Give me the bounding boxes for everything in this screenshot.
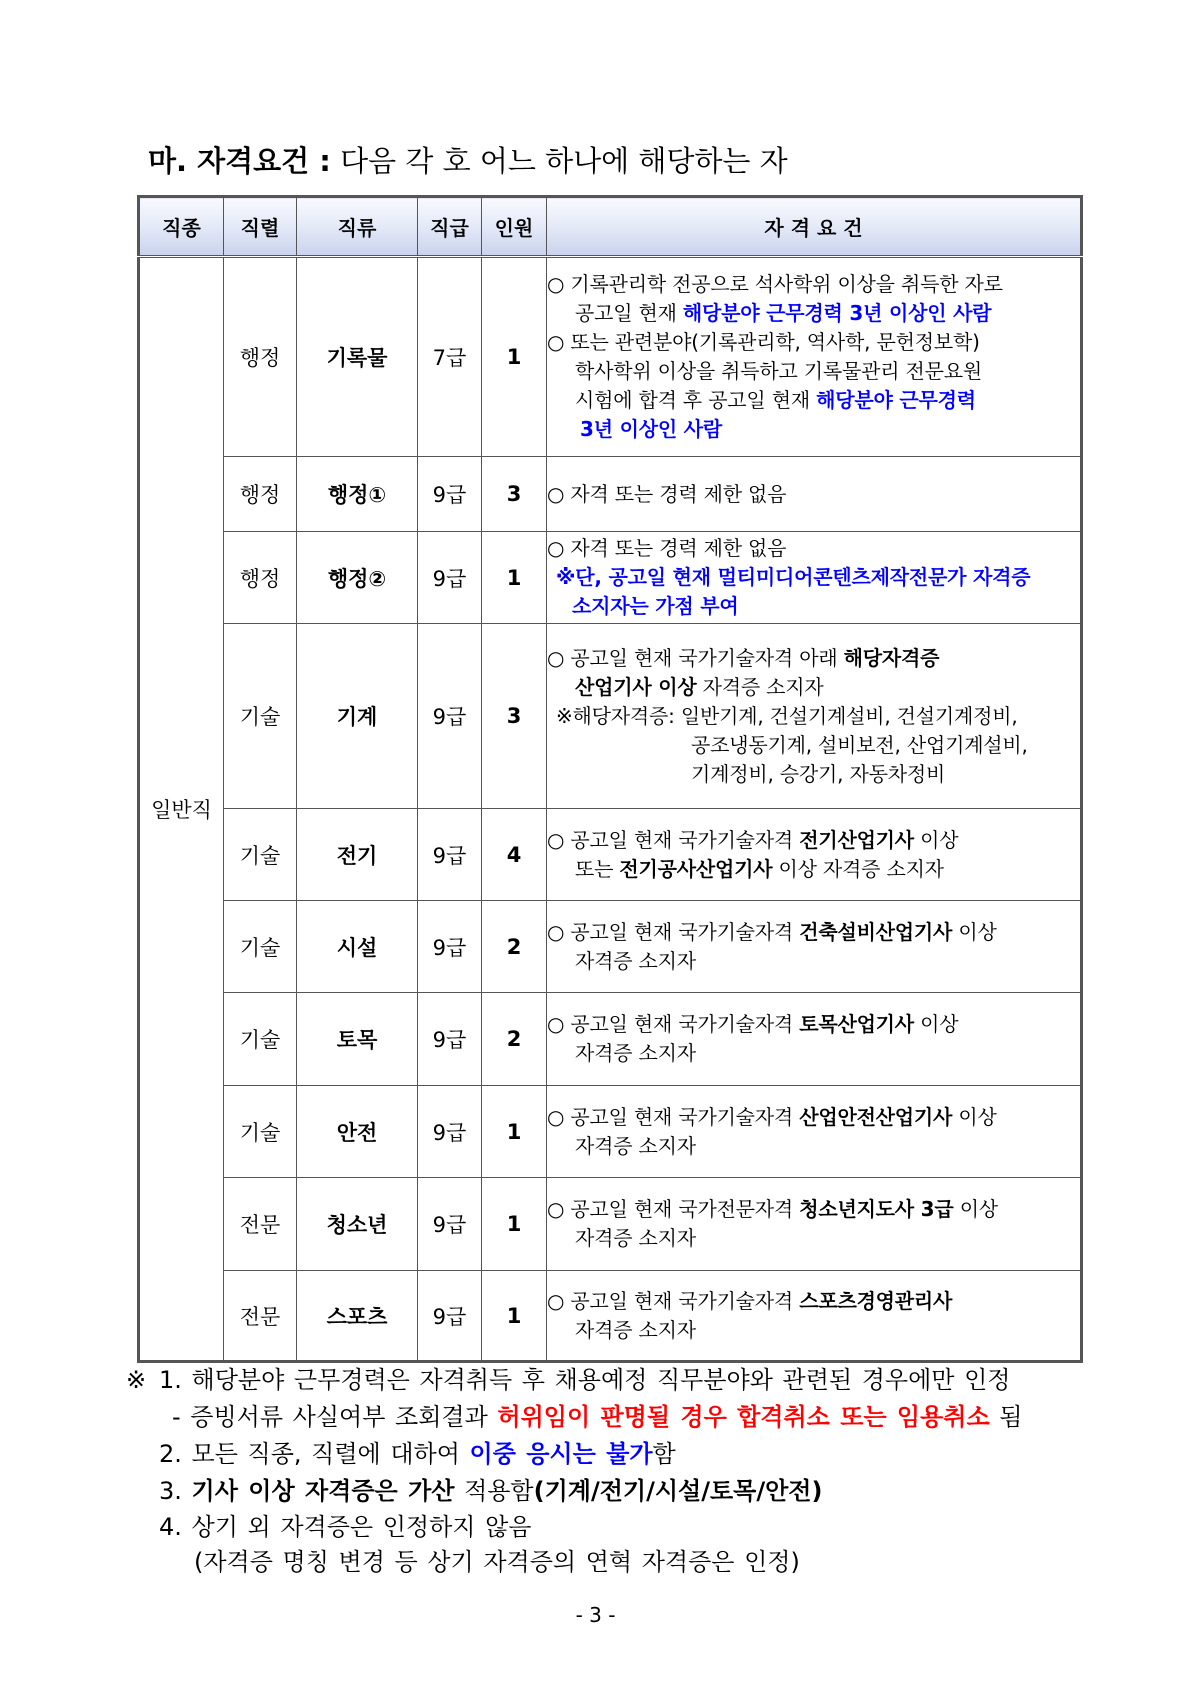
job-class-cell: 토목 [297, 993, 418, 1086]
table-row [139, 532, 1082, 624]
requirement-text: 공조냉동기계, 설비보전, 산업기계설비, [691, 732, 1028, 757]
requirement-line [547, 702, 1080, 731]
note-text: 됨 [989, 1403, 1023, 1431]
requirement-emphasis: 전기공사산업기사 [619, 856, 773, 881]
note-line [126, 1362, 1010, 1398]
header-requirements: 자 격 요 건 [547, 197, 1082, 257]
grade-cell: 9급 [418, 1271, 482, 1362]
note-emphasis: 이중 응시는 불가 [469, 1440, 653, 1468]
table-header-row [139, 197, 1082, 257]
note-text: 2. 모든 직종, 직렬에 대하여 [159, 1440, 470, 1468]
requirement-text: 이상 [953, 1197, 998, 1221]
section-heading [148, 143, 788, 179]
requirement-emphasis: 전기산업기사 [799, 827, 914, 852]
requirement-line [547, 731, 1080, 760]
note-text: 3. [159, 1477, 192, 1505]
openings-cell: 3 [482, 457, 547, 532]
requirement-text: ○ 공고일 현재 국가기술자격 [547, 827, 800, 852]
requirement-text: 자격증 소지자 [575, 1226, 696, 1250]
requirement-text: ○ 공고일 현재 국가전문자격 [547, 1197, 800, 1221]
note-mark: ※ [126, 1366, 147, 1394]
requirement-text: 시험에 합격 후 공고일 현재 [575, 388, 817, 412]
requirement-text: 자격증 소지자 [696, 674, 824, 699]
requirement-line [547, 563, 1080, 592]
requirement-line [547, 1039, 1080, 1068]
grade-cell: 9급 [418, 532, 482, 624]
requirement-line [547, 855, 1080, 884]
grade-cell: 9급 [418, 457, 482, 532]
openings-cell: 1 [482, 257, 547, 457]
requirements-cell [547, 901, 1082, 993]
table-row [139, 257, 1082, 457]
requirements-cell [547, 457, 1082, 532]
requirement-emphasis: 소지자는 가점 부여 [572, 594, 739, 618]
table-row [139, 1178, 1082, 1271]
table-row [139, 809, 1082, 901]
requirement-line [547, 1010, 1080, 1039]
requirement-text: ○ 자격 또는 경력 제한 없음 [547, 536, 787, 560]
requirement-emphasis: 건축설비산업기사 [799, 919, 953, 944]
requirement-line [547, 1316, 1080, 1345]
header-openings: 인원 [482, 197, 547, 257]
page-number: - 3 - [575, 1603, 616, 1627]
requirement-text: ○ 공고일 현재 국가기술자격 [547, 1288, 800, 1313]
requirement-line [547, 270, 1080, 299]
requirement-text: 이상 [952, 919, 997, 944]
requirement-text: 공고일 현재 [575, 301, 683, 325]
category-cell: 일반직 [139, 257, 224, 1362]
job-class-cell: 청소년 [297, 1178, 418, 1271]
openings-cell: 1 [482, 1086, 547, 1178]
requirement-line [547, 1195, 1080, 1224]
requirement-text: 학사학위 이상을 취득하고 기록물관리 전문요원 [575, 359, 983, 383]
requirements-cell [547, 1086, 1082, 1178]
openings-cell: 1 [482, 1271, 547, 1362]
requirement-text: 이상 [913, 827, 959, 852]
openings-cell: 1 [482, 1178, 547, 1271]
requirement-line [547, 1132, 1080, 1161]
note-line [159, 1509, 531, 1545]
job-class-cell: 전기 [297, 809, 418, 901]
note-text: 4. 상기 외 자격증은 인정하지 않음 [159, 1513, 532, 1541]
job-class-cell: 시설 [297, 901, 418, 993]
openings-cell: 2 [482, 993, 547, 1086]
note-line [159, 1436, 676, 1472]
requirements-cell [547, 993, 1082, 1086]
requirements-cell [547, 1271, 1082, 1362]
job-class-cell: 스포츠 [297, 1271, 418, 1362]
grade-cell: 9급 [418, 1178, 482, 1271]
requirement-text: 자격증 소지자 [575, 1133, 696, 1158]
table-row [139, 901, 1082, 993]
requirement-line [547, 415, 1080, 444]
job-class-cell: 기계 [297, 624, 418, 809]
note-emphasis: (기계/전기/시설/토목/안전) [533, 1477, 823, 1505]
note-text: - 증빙서류 사실여부 조회결과 [172, 1403, 498, 1431]
header-job-class: 직류 [297, 197, 418, 257]
requirement-line [547, 534, 1080, 563]
note-text: 함 [652, 1440, 676, 1468]
note-text: (자격증 명칭 변경 등 상기 자격증의 연혁 자격증은 인정) [194, 1548, 800, 1576]
requirement-emphasis: 토목산업기사 [799, 1012, 914, 1036]
series-cell: 행정 [224, 532, 297, 624]
requirement-emphasis: 해당자격증 [843, 645, 940, 670]
requirement-emphasis: 3년 이상인 사람 [580, 417, 722, 441]
qualification-table [137, 195, 1083, 1363]
requirement-text: 자격증 소지자 [575, 948, 696, 973]
requirement-text: ○ 공고일 현재 국가기술자격 아래 [547, 645, 844, 670]
requirement-line [547, 592, 1080, 621]
openings-cell: 2 [482, 901, 547, 993]
requirement-line [547, 644, 1080, 673]
requirement-text: ○ 또는 관련분야(기록관리학, 역사학, 문헌정보학) [547, 330, 980, 354]
table-row [139, 624, 1082, 809]
series-cell: 기술 [224, 809, 297, 901]
requirement-line [547, 1287, 1080, 1316]
requirement-emphasis: 청소년지도사 3급 [799, 1197, 954, 1221]
requirement-emphasis: 해당분야 근무경력 [816, 388, 976, 412]
job-class-cell: 행정① [297, 457, 418, 532]
series-cell: 기술 [224, 1086, 297, 1178]
note-emphasis: 기사 이상 자격증은 가산 [191, 1477, 455, 1505]
requirement-line [547, 480, 1080, 509]
requirement-text: 이상 [913, 1012, 959, 1036]
requirement-text: 자격증 소지자 [575, 1041, 696, 1065]
requirement-text: ○ 공고일 현재 국가기술자격 [547, 1012, 800, 1036]
openings-cell: 4 [482, 809, 547, 901]
grade-cell: 7급 [418, 257, 482, 457]
series-cell: 행정 [224, 457, 297, 532]
note-text: 적용함 [454, 1477, 534, 1505]
requirement-text: 자격증 소지자 [575, 1317, 696, 1342]
table-row [139, 1086, 1082, 1178]
openings-cell: 3 [482, 624, 547, 809]
requirement-line [547, 673, 1080, 702]
requirement-line [547, 386, 1080, 415]
requirement-text: ○ 공고일 현재 국가기술자격 [547, 1104, 800, 1129]
requirement-emphasis: ※단, 공고일 현재 멀티미디어콘텐츠제작전문가 자격증 [556, 565, 1031, 589]
section-heading-text: 다음 각 호 어느 하나에 해당하는 자 [340, 144, 788, 178]
header-category: 직종 [139, 197, 224, 257]
requirements-cell [547, 257, 1082, 457]
requirements-cell [547, 624, 1082, 809]
note-line [194, 1544, 800, 1580]
requirements-cell [547, 809, 1082, 901]
requirement-line [547, 760, 1080, 789]
series-cell: 기술 [224, 993, 297, 1086]
requirement-emphasis: 스포츠경영관리사 [799, 1288, 953, 1313]
table-row [139, 457, 1082, 532]
requirement-text: ○ 공고일 현재 국가기술자격 [547, 919, 800, 944]
requirement-line [547, 918, 1080, 947]
grade-cell: 9급 [418, 624, 482, 809]
note-line [159, 1473, 822, 1509]
requirement-line [547, 299, 1080, 328]
requirement-text: 이상 자격증 소지자 [772, 856, 944, 881]
grade-cell: 9급 [418, 809, 482, 901]
job-class-cell: 행정② [297, 532, 418, 624]
series-cell: 전문 [224, 1271, 297, 1362]
requirement-line [547, 1103, 1080, 1132]
table-row [139, 993, 1082, 1086]
note-line [172, 1399, 1023, 1435]
requirement-text: 또는 [575, 856, 620, 881]
requirements-cell [547, 1178, 1082, 1271]
requirement-line [547, 328, 1080, 357]
series-cell: 기술 [224, 624, 297, 809]
grade-cell: 9급 [418, 993, 482, 1086]
grade-cell: 9급 [418, 1086, 482, 1178]
openings-cell: 1 [482, 532, 547, 624]
requirement-line [547, 1224, 1080, 1253]
requirement-emphasis: 해당분야 근무경력 3년 이상인 사람 [682, 301, 992, 325]
header-grade: 직급 [418, 197, 482, 257]
note-emphasis: 허위임이 판명될 경우 합격취소 또는 임용취소 [497, 1403, 990, 1431]
series-cell: 기술 [224, 901, 297, 993]
requirement-line [547, 947, 1080, 976]
requirement-text: ○ 자격 또는 경력 제한 없음 [547, 481, 787, 506]
requirement-text: 기계정비, 승강기, 자동차정비 [691, 761, 946, 786]
requirement-text: ※해당자격증: 일반기계, 건설기계설비, 건설기계정비, [556, 703, 1018, 728]
note-text: 1. 해당분야 근무경력은 자격취득 후 채용예정 직무분야와 관련된 경우에만 인정 [159, 1366, 1011, 1394]
job-class-cell: 안전 [297, 1086, 418, 1178]
job-class-cell: 기록물 [297, 257, 418, 457]
series-cell: 행정 [224, 257, 297, 457]
requirement-line [547, 826, 1080, 855]
table-row [139, 1271, 1082, 1362]
requirement-text: 이상 [952, 1104, 997, 1129]
requirement-emphasis: 산업안전산업기사 [799, 1104, 953, 1129]
series-cell: 전문 [224, 1178, 297, 1271]
requirement-text: ○ 기록관리학 전공으로 석사학위 이상을 취득한 자로 [547, 272, 1003, 296]
grade-cell: 9급 [418, 901, 482, 993]
requirement-emphasis: 산업기사 이상 [575, 674, 697, 699]
requirement-line [547, 357, 1080, 386]
header-series: 직렬 [224, 197, 297, 257]
requirements-cell [547, 532, 1082, 624]
section-heading-label: 마. 자격요건 : [148, 144, 331, 178]
